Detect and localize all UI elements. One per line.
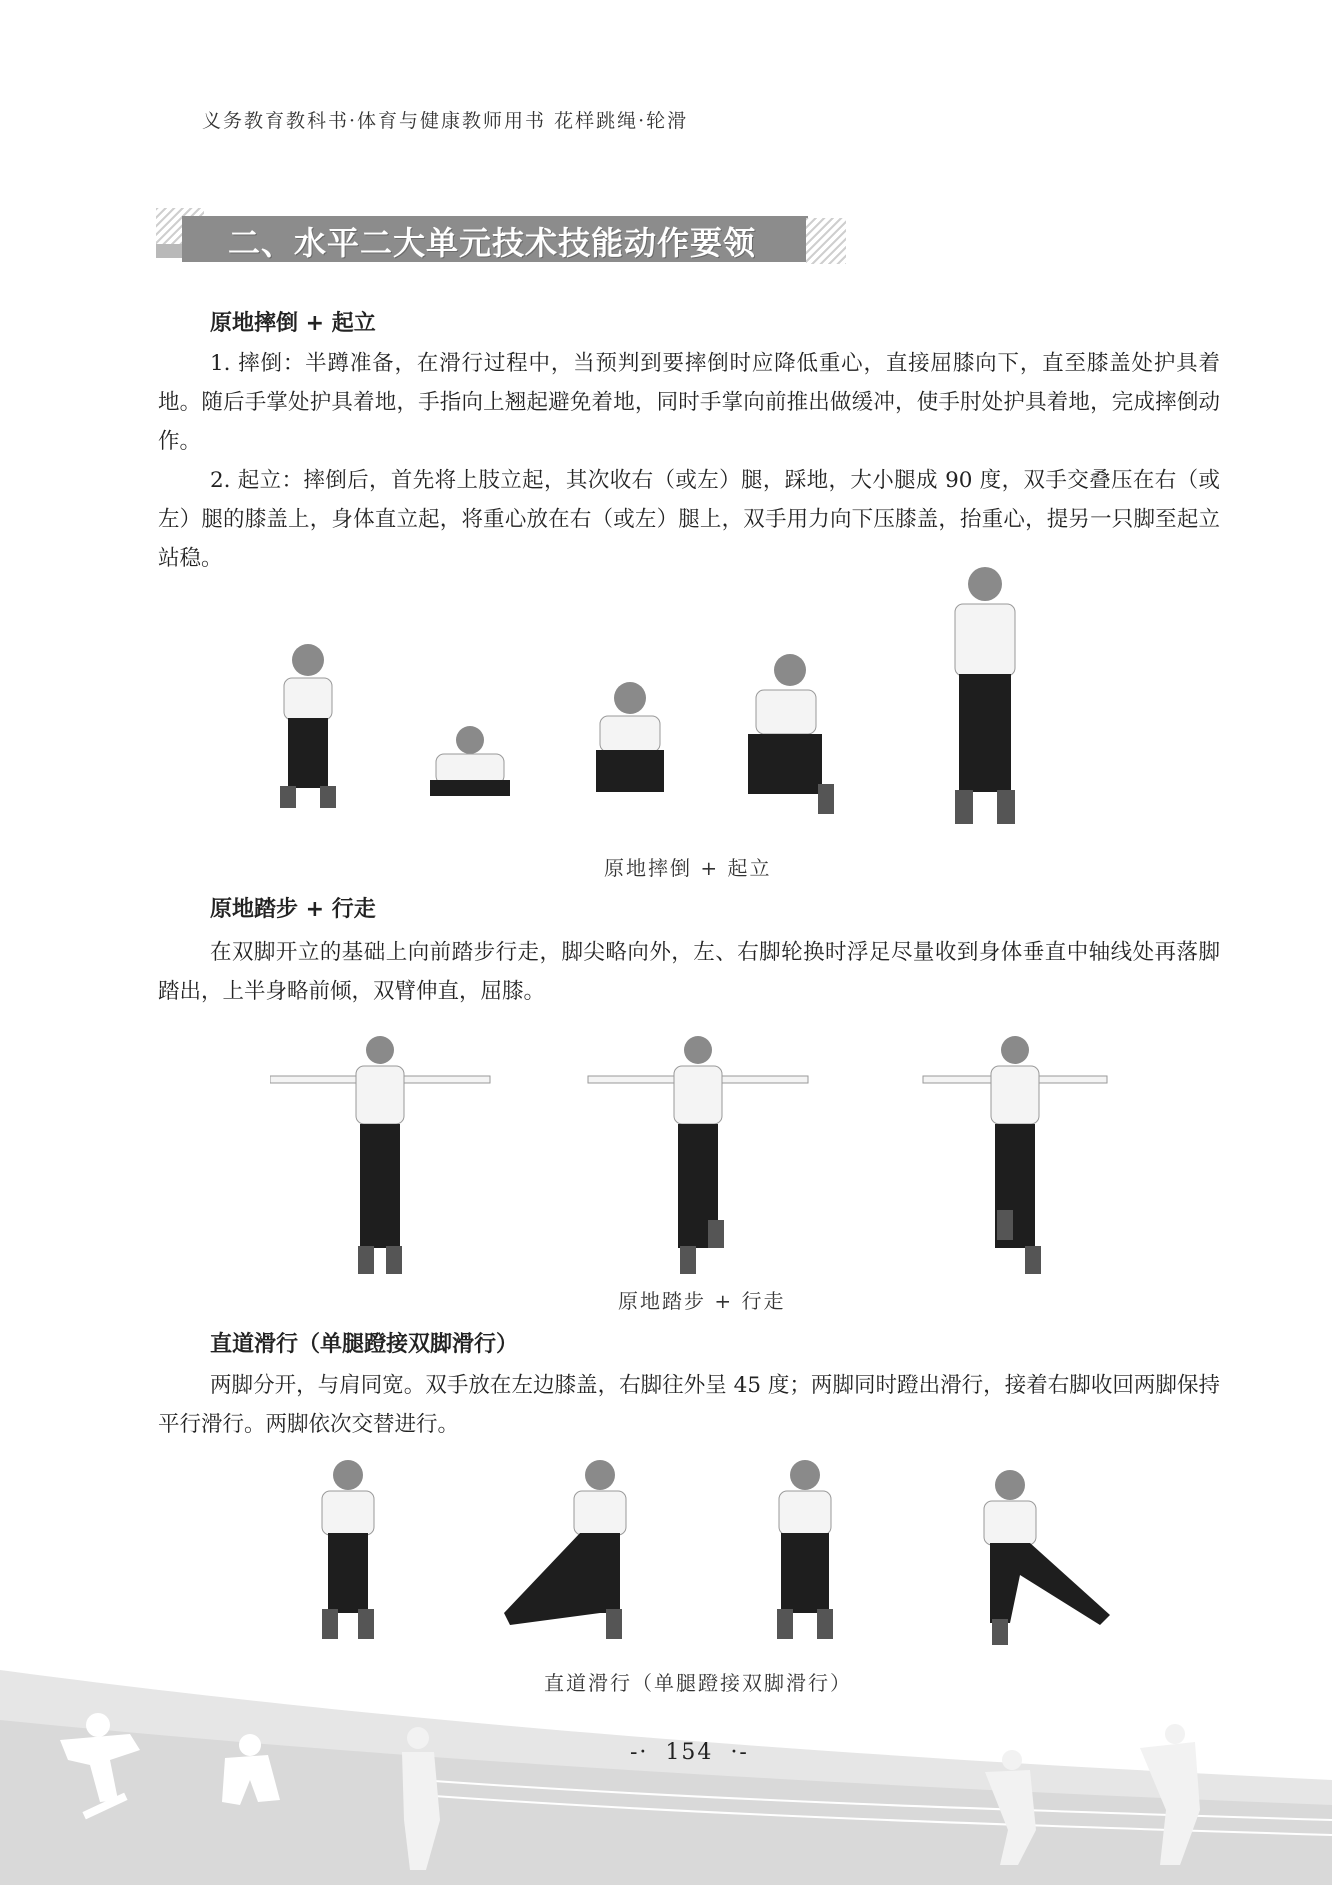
photo-strip-step-walk (270, 1030, 1130, 1280)
skater-figure-arms-out-2 (588, 1036, 808, 1274)
skater-figure-skate-1 (322, 1460, 374, 1639)
figure-caption-step-walk: 原地踏步 + 行走 (618, 1289, 786, 1313)
skater-figure-crouch (280, 644, 336, 808)
running-head: 义务教育教科书·体育与健康教师用书 花样跳绳·轮滑 (202, 110, 689, 132)
figure-caption-fall-rise: 原地摔倒 + 起立 (604, 856, 772, 880)
paragraph-rise: 2. 起立：摔倒后，首先将上肢立起，其次收右（或左）腿，踩地，大小腿成 90 度，双手交叠压在右（或左）腿的膝盖上，身体直立起，将重心放在右（或左）腿上，双手用力向下压膝盖，抬重心，提另一只脚至起立站稳。 (158, 468, 1220, 571)
paragraph-straight-skate: 两脚分开，与肩同宽。双手放在左边膝盖，右脚往外呈 45 度；两脚同时蹬出滑行，接着右脚收回两脚保持平行滑行。两脚依次交替进行。 (158, 1373, 1220, 1437)
skater-figure-rising (748, 654, 834, 814)
skater-figure-skate-3 (777, 1460, 833, 1639)
skater-figure-standing (955, 567, 1015, 824)
photo-strip-fall-rise (240, 560, 1140, 850)
skater-figure-arms-out-1 (270, 1036, 490, 1274)
step-walk-figures (270, 1030, 1130, 1280)
skater-figure-arms-out-3 (923, 1036, 1107, 1274)
page-number (630, 1740, 749, 1765)
skater-figure-floor (430, 726, 510, 796)
section-title: 二、水平二大单元技术技能动作要领 (228, 224, 757, 262)
photo-strip-straight-skate (300, 1455, 1160, 1645)
fall-rise-figures (240, 560, 1140, 850)
subheading-fall-rise: 原地摔倒 + 起立 (210, 311, 376, 336)
page-number-decor-right: ·- (730, 1740, 749, 1765)
section-banner (156, 208, 846, 264)
skater-figure-kneel (596, 682, 664, 792)
page-number-decor-left: -· (630, 1740, 649, 1765)
paragraph-fall: 1. 摔倒：半蹲准备，在滑行过程中，当预判到要摔倒时应降低重心，直接屈膝向下，直至膝盖处护具着地。随后手掌处护具着地，手指向上翘起避免着地，同时手掌向前推出做缓冲，使手肘处护具着地，完成摔倒动作。 (158, 351, 1220, 454)
banner-hatch-right (806, 218, 846, 264)
straight-skate-figures (300, 1455, 1160, 1645)
page-number-value: 154 (665, 1740, 714, 1765)
skater-figure-skate-2 (504, 1460, 626, 1639)
skater-figure-skate-4 (984, 1470, 1110, 1645)
paragraph-step-walk: 在双脚开立的基础上向前踏步行走，脚尖略向外，左、右脚轮换时浮足尽量收到身体垂直中轴线处再落脚踏出，上半身略前倾，双臂伸直，屈膝。 (158, 940, 1220, 1004)
subheading-step-walk: 原地踏步 + 行走 (210, 897, 376, 922)
figure-caption-straight-skate: 直道滑行（单腿蹬接双脚滑行） (544, 1671, 852, 1695)
subheading-straight-skate: 直道滑行（单腿蹬接双脚滑行） (210, 1332, 519, 1357)
